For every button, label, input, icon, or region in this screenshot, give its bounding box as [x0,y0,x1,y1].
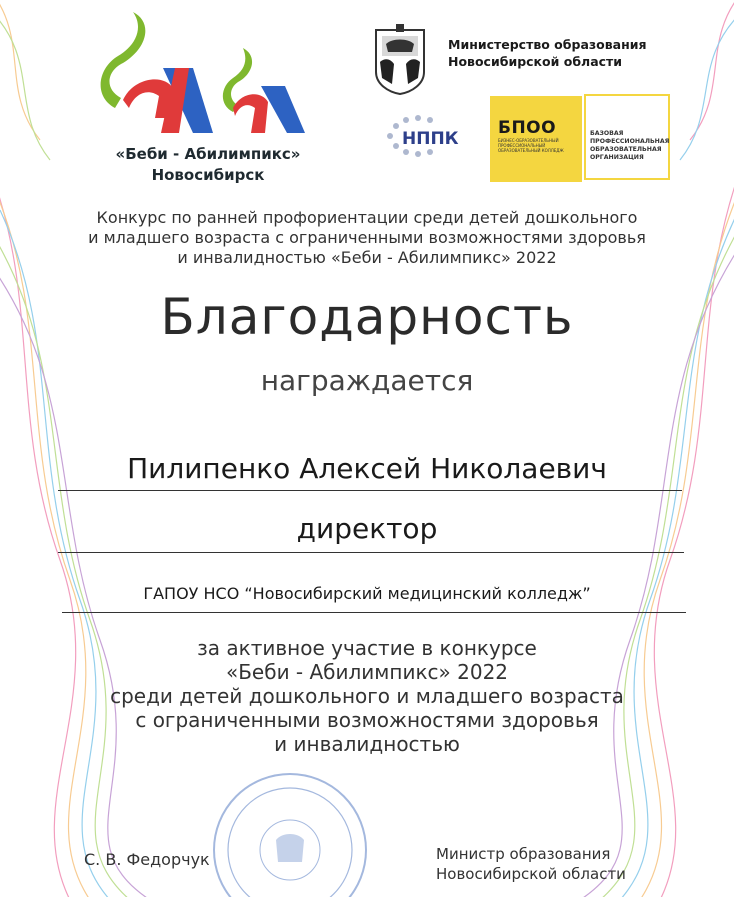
recipient-organization: ГАПОУ НСО “Новосибирский медицинский колледж” [143,584,591,603]
recipient-position: директор [296,512,438,545]
contest-line-2: и младшего возраста с ограниченными возможностями здоровья [88,228,646,247]
signer-role-line-2: Новосибирской области [436,865,626,883]
bpoo-description [584,94,670,180]
abilympics-figure-icon [93,8,323,143]
name-underline [58,490,682,491]
reason-line-5: и инвалидностью [274,732,460,756]
reason-line-3: среди детей дошкольного и младшего возраста [110,684,624,708]
reason-line-2: «Беби - Абилимпикс» 2022 [225,660,509,684]
nppk-logo [380,110,480,162]
bpoo-label: БПОО [498,118,557,138]
reason-line-4: с ограниченными возможностями здоровья [135,708,599,732]
signer-role [436,844,626,884]
bpoo-line-4: ОРГАНИЗАЦИЯ [590,154,644,161]
signer-name: С. В. Федорчук [84,850,210,869]
bpoo-line-1: БАЗОВАЯ [590,130,624,137]
bpoo-logo [490,96,582,182]
organization-underline [62,612,686,613]
contest-description [40,208,694,268]
reason-line-1: за активное участие в конкурсе [197,636,537,660]
logo-city: Новосибирск [151,166,265,184]
award-reason [60,636,674,756]
official-seal-icon [210,770,370,897]
abilympics-logo [88,8,328,198]
recipient-name: Пилипенко Алексей Николаевич [127,452,607,485]
ministry-header [448,36,647,70]
position-underline [58,552,684,553]
contest-line-3: и инвалидностью «Беби - Абилимпикс» 2022 [177,248,557,267]
contest-line-1: Конкурс по ранней профориентации среди детей дошкольного [96,208,638,227]
bpoo-line-2: ПРОФЕССИОНАЛЬНАЯ [590,138,670,145]
certificate-title: Благодарность [160,288,574,346]
ministry-line-1: Министерство образования [448,37,647,52]
ministry-line-2: Новосибирской области [448,54,623,69]
bpoo-line-3: ОБРАЗОВАТЕЛЬНАЯ [590,146,662,153]
bpoo-small-text: БИЗНЕС-ОБРАЗОВАТЕЛЬНЫЙ ПРОФЕССИОНАЛЬНЫЙ ОБРАЗОВАТЕЛЬНЫЙ КОЛЛЕДЖ [498,138,564,153]
coat-of-arms-icon [368,22,432,96]
logo-name: «Беби - Абилимпикс» [115,145,301,163]
nppk-label: НППК [402,129,459,149]
awarded-label: награждается [260,364,474,397]
signer-role-line-1: Министр образования [436,845,611,863]
